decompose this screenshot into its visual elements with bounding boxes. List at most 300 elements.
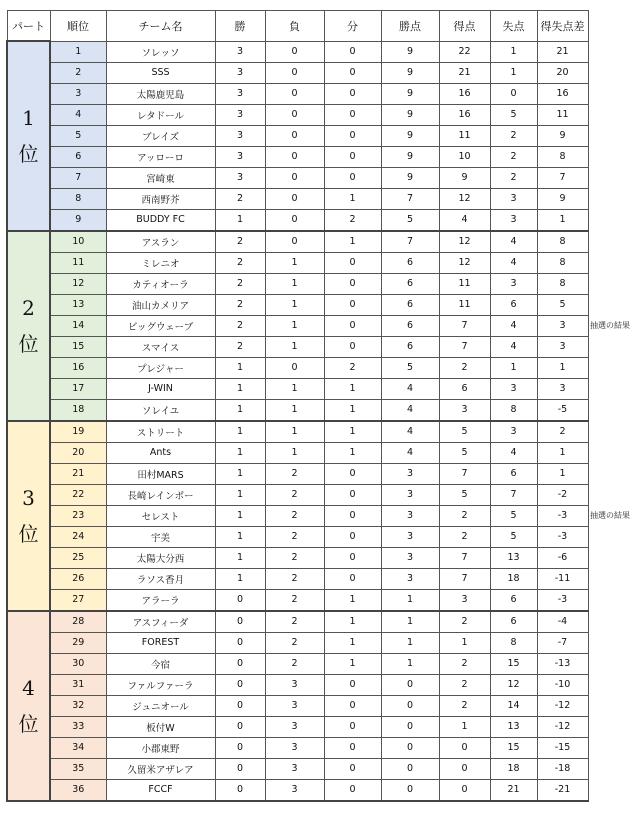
draws-cell: 0 [324,125,381,146]
rank-cell: 25 [50,547,106,568]
rank-cell: 4 [50,104,106,125]
rank-cell: 18 [50,399,106,421]
draws-cell: 1 [324,231,381,253]
goals-against-cell: 6 [490,611,537,633]
goal-diff-cell: -11 [537,568,588,589]
wins-cell: 0 [215,695,265,716]
table-row [7,231,588,253]
goals-for-cell: 2 [439,653,490,674]
points-cell: 9 [381,146,439,167]
draws-cell: 0 [324,336,381,357]
goals-for-cell: 2 [439,674,490,695]
goals-against-cell: 4 [490,336,537,357]
points-cell: 1 [381,653,439,674]
table-row [7,104,588,125]
table-row [7,674,588,695]
points-cell: 4 [381,399,439,421]
team-name-cell: ミレニオ [106,252,215,273]
losses-cell: 0 [265,231,324,253]
team-name-cell: FCCF [106,779,215,801]
goals-against-cell: 3 [490,378,537,399]
goals-against-cell: 8 [490,399,537,421]
losses-cell: 0 [265,357,324,378]
goals-against-cell: 3 [490,273,537,294]
losses-cell: 3 [265,758,324,779]
group-label-line: 4 [22,675,35,700]
table-row [7,336,588,357]
losses-cell: 1 [265,378,324,399]
goal-diff-cell: -21 [537,779,588,801]
team-name-cell: 太陽鹿児島 [106,83,215,104]
table-row [7,83,588,104]
group-label [7,231,50,421]
losses-cell: 2 [265,526,324,547]
goals-for-cell: 12 [439,252,490,273]
goals-against-cell: 1 [490,62,537,83]
team-name-cell: 太陽大分西 [106,547,215,568]
header-row [7,11,588,42]
losses-cell: 0 [265,146,324,167]
points-cell: 0 [381,758,439,779]
table-header [7,11,588,42]
goal-diff-cell: 9 [537,125,588,146]
team-name-cell: 宮崎東 [106,167,215,188]
rank-cell: 21 [50,463,106,484]
goal-diff-cell: 1 [537,442,588,463]
group-label-line: 位 [18,141,39,166]
points-cell: 0 [381,779,439,801]
goal-diff-cell: 20 [537,62,588,83]
draws-cell: 2 [324,357,381,378]
wins-cell: 1 [215,399,265,421]
goals-for-cell: 9 [439,167,490,188]
rank-cell: 11 [50,252,106,273]
goals-for-cell: 2 [439,526,490,547]
goals-for-cell: 10 [439,146,490,167]
goals-for-cell: 6 [439,378,490,399]
goal-diff-cell: 8 [537,273,588,294]
losses-cell: 2 [265,611,324,633]
wins-cell: 0 [215,674,265,695]
goals-for-cell: 12 [439,188,490,209]
table-row [7,209,588,231]
goals-for-cell: 2 [439,505,490,526]
goals-against-cell: 1 [490,41,537,62]
group-label-line: 1 [22,105,35,130]
points-cell: 3 [381,526,439,547]
losses-cell: 3 [265,674,324,695]
losses-cell: 2 [265,463,324,484]
draws-cell: 2 [324,209,381,231]
draws-cell: 0 [324,737,381,758]
goals-against-cell: 3 [490,209,537,231]
losses-cell: 1 [265,273,324,294]
goal-diff-cell: -10 [537,674,588,695]
goals-for-cell: 5 [439,421,490,443]
standings-table [6,10,589,802]
points-cell: 3 [381,568,439,589]
group-label-line: 位 [18,331,39,356]
table-row [7,463,588,484]
wins-cell: 1 [215,209,265,231]
goal-diff-cell: 21 [537,41,588,62]
draws-cell: 0 [324,505,381,526]
table-row [7,505,588,526]
table-row [7,568,588,589]
rank-cell: 5 [50,125,106,146]
points-cell: 3 [381,463,439,484]
goals-against-cell: 13 [490,547,537,568]
points-cell: 0 [381,737,439,758]
draws-cell: 0 [324,273,381,294]
wins-cell: 0 [215,737,265,758]
goal-diff-cell: -15 [537,737,588,758]
losses-cell: 2 [265,568,324,589]
header-cell: 失点 [490,11,537,42]
rank-cell: 19 [50,421,106,443]
group-label-line: 3 [22,485,35,510]
points-cell: 3 [381,547,439,568]
wins-cell: 1 [215,484,265,505]
goals-for-cell: 16 [439,83,490,104]
draws-cell: 1 [324,611,381,633]
losses-cell: 2 [265,484,324,505]
wins-cell: 3 [215,167,265,188]
goals-against-cell: 5 [490,526,537,547]
rank-cell: 29 [50,632,106,653]
points-cell: 9 [381,41,439,62]
header-cell: 負 [265,11,324,42]
goals-against-cell: 3 [490,421,537,443]
losses-cell: 0 [265,104,324,125]
points-cell: 4 [381,378,439,399]
rank-cell: 23 [50,505,106,526]
goals-against-cell: 14 [490,695,537,716]
draws-cell: 1 [324,653,381,674]
goals-against-cell: 3 [490,188,537,209]
goal-diff-cell: 8 [537,252,588,273]
team-name-cell: ジュニオール [106,695,215,716]
group-label [7,611,50,801]
rank-cell: 22 [50,484,106,505]
rank-cell: 30 [50,653,106,674]
goals-against-cell: 0 [490,83,537,104]
points-cell: 1 [381,589,439,611]
draws-cell: 1 [324,188,381,209]
draws-cell: 0 [324,294,381,315]
goals-for-cell: 1 [439,632,490,653]
draws-cell: 0 [324,526,381,547]
goal-diff-cell: -18 [537,758,588,779]
points-cell: 9 [381,83,439,104]
goals-for-cell: 22 [439,41,490,62]
wins-cell: 1 [215,526,265,547]
table-row [7,273,588,294]
rank-cell: 36 [50,779,106,801]
rank-cell: 6 [50,146,106,167]
losses-cell: 1 [265,399,324,421]
group-label [7,41,50,231]
wins-cell: 0 [215,716,265,737]
team-name-cell: アッローロ [106,146,215,167]
group-label-line: 位 [18,711,39,736]
goals-for-cell: 2 [439,357,490,378]
wins-cell: 1 [215,463,265,484]
goal-diff-cell: 3 [537,378,588,399]
goal-diff-cell: 1 [537,357,588,378]
losses-cell: 2 [265,632,324,653]
table-row [7,695,588,716]
wins-cell: 1 [215,357,265,378]
goals-for-cell: 0 [439,758,490,779]
team-name-cell: ブレイズ [106,125,215,146]
goal-diff-cell: 8 [537,231,588,253]
table-row [7,146,588,167]
table-row [7,252,588,273]
goal-diff-cell: 9 [537,188,588,209]
points-cell: 1 [381,632,439,653]
goals-for-cell: 7 [439,463,490,484]
table-row [7,632,588,653]
table-row [7,589,588,611]
losses-cell: 1 [265,421,324,443]
goals-for-cell: 7 [439,315,490,336]
goals-for-cell: 7 [439,568,490,589]
goal-diff-cell: 1 [537,209,588,231]
goal-diff-cell: 5 [537,294,588,315]
draws-cell: 1 [324,421,381,443]
losses-cell: 3 [265,737,324,758]
table-row [7,442,588,463]
header-cell: 得点 [439,11,490,42]
goals-against-cell: 18 [490,758,537,779]
group-section [7,231,588,421]
table-row [7,547,588,568]
draws-cell: 1 [324,442,381,463]
goals-for-cell: 3 [439,589,490,611]
team-name-cell: BUDDY FC [106,209,215,231]
rank-cell: 17 [50,378,106,399]
draws-cell: 0 [324,547,381,568]
rank-cell: 13 [50,294,106,315]
rank-cell: 8 [50,188,106,209]
goals-for-cell: 5 [439,442,490,463]
points-cell: 6 [381,294,439,315]
goals-for-cell: 4 [439,209,490,231]
rank-cell: 12 [50,273,106,294]
team-name-cell: 田村MARS [106,463,215,484]
table-row [7,779,588,801]
goals-against-cell: 5 [490,104,537,125]
team-name-cell: 板付W [106,716,215,737]
goals-for-cell: 11 [439,294,490,315]
team-name-cell: プレジャー [106,357,215,378]
rank-cell: 27 [50,589,106,611]
goal-diff-cell: -6 [537,547,588,568]
team-name-cell: ラソス香月 [106,568,215,589]
wins-cell: 3 [215,41,265,62]
rank-cell: 3 [50,83,106,104]
points-cell: 1 [381,611,439,633]
rank-cell: 24 [50,526,106,547]
team-name-cell: ファルファーラ [106,674,215,695]
team-name-cell: アスラン [106,231,215,253]
team-name-cell: 油山カメリア [106,294,215,315]
team-name-cell: ストリート [106,421,215,443]
table-row [7,399,588,421]
wins-cell: 2 [215,252,265,273]
goal-diff-cell: 8 [537,146,588,167]
losses-cell: 2 [265,653,324,674]
wins-cell: 1 [215,378,265,399]
wins-cell: 2 [215,315,265,336]
wins-cell: 0 [215,632,265,653]
draws-cell: 0 [324,758,381,779]
goal-diff-cell: -3 [537,505,588,526]
draws-cell: 1 [324,399,381,421]
losses-cell: 0 [265,83,324,104]
goals-for-cell: 21 [439,62,490,83]
team-name-cell: レタドール [106,104,215,125]
wins-cell: 3 [215,83,265,104]
goal-diff-cell: 3 [537,336,588,357]
draws-cell: 1 [324,632,381,653]
goal-diff-cell: 7 [537,167,588,188]
group-section [7,41,588,231]
points-cell: 9 [381,104,439,125]
wins-cell: 2 [215,188,265,209]
table-row [7,125,588,146]
wins-cell: 1 [215,547,265,568]
wins-cell: 0 [215,653,265,674]
draws-cell: 1 [324,589,381,611]
team-name-cell: SSS [106,62,215,83]
draws-cell: 0 [324,315,381,336]
group-section [7,611,588,801]
goal-diff-cell: 2 [537,421,588,443]
header-cell: 勝点 [381,11,439,42]
goals-against-cell: 4 [490,315,537,336]
group-label-line: 位 [18,521,39,546]
points-cell: 0 [381,674,439,695]
losses-cell: 0 [265,209,324,231]
rank-cell: 10 [50,231,106,253]
table-row [7,653,588,674]
draws-cell: 0 [324,716,381,737]
draws-cell: 0 [324,695,381,716]
rank-cell: 32 [50,695,106,716]
points-cell: 6 [381,252,439,273]
wins-cell: 1 [215,442,265,463]
goals-against-cell: 6 [490,294,537,315]
rank-cell: 33 [50,716,106,737]
header-cell: 得失点差 [537,11,588,42]
goals-against-cell: 4 [490,231,537,253]
wins-cell: 2 [215,294,265,315]
draws-cell: 0 [324,484,381,505]
goals-for-cell: 7 [439,336,490,357]
draws-cell: 0 [324,463,381,484]
points-cell: 6 [381,315,439,336]
points-cell: 4 [381,442,439,463]
points-cell: 0 [381,716,439,737]
goals-for-cell: 5 [439,484,490,505]
goals-against-cell: 13 [490,716,537,737]
points-cell: 6 [381,273,439,294]
wins-cell: 0 [215,589,265,611]
header-cell: パート [7,11,50,42]
points-cell: 5 [381,357,439,378]
losses-cell: 2 [265,505,324,526]
points-cell: 4 [381,421,439,443]
header-cell: 順位 [50,11,106,42]
goals-against-cell: 4 [490,442,537,463]
table-row [7,758,588,779]
team-name-cell: ソレッソ [106,41,215,62]
goal-diff-cell: 11 [537,104,588,125]
goals-for-cell: 2 [439,611,490,633]
wins-cell: 1 [215,505,265,526]
goal-diff-cell: -3 [537,589,588,611]
side-note: 抽選の結果 [590,511,630,520]
rank-cell: 2 [50,62,106,83]
goals-against-cell: 7 [490,484,537,505]
goals-for-cell: 0 [439,737,490,758]
draws-cell: 0 [324,146,381,167]
goals-for-cell: 2 [439,695,490,716]
goals-against-cell: 2 [490,167,537,188]
points-cell: 9 [381,62,439,83]
goal-diff-cell: -12 [537,695,588,716]
draws-cell: 1 [324,378,381,399]
goals-against-cell: 15 [490,737,537,758]
table-row [7,188,588,209]
team-name-cell: ビッグウェーブ [106,315,215,336]
group-label [7,421,50,611]
losses-cell: 3 [265,695,324,716]
goals-against-cell: 8 [490,632,537,653]
goals-for-cell: 12 [439,231,490,253]
points-cell: 5 [381,209,439,231]
table-row [7,421,588,443]
goal-diff-cell: -13 [537,653,588,674]
goals-for-cell: 16 [439,104,490,125]
goal-diff-cell: -4 [537,611,588,633]
rank-cell: 26 [50,568,106,589]
goals-for-cell: 0 [439,779,490,801]
rank-cell: 20 [50,442,106,463]
team-name-cell: スマイス [106,336,215,357]
table-row [7,526,588,547]
wins-cell: 1 [215,568,265,589]
goal-diff-cell: -7 [537,632,588,653]
draws-cell: 0 [324,167,381,188]
points-cell: 3 [381,484,439,505]
points-cell: 9 [381,167,439,188]
side-note: 抽選の結果 [590,321,630,330]
goals-against-cell: 1 [490,357,537,378]
table-row [7,41,588,62]
team-name-cell: カティオーラ [106,273,215,294]
team-name-cell: 小郡東野 [106,737,215,758]
rank-cell: 7 [50,167,106,188]
header-cell: 勝 [215,11,265,42]
losses-cell: 0 [265,62,324,83]
losses-cell: 1 [265,315,324,336]
points-cell: 3 [381,505,439,526]
header-cell: 分 [324,11,381,42]
goals-against-cell: 6 [490,589,537,611]
